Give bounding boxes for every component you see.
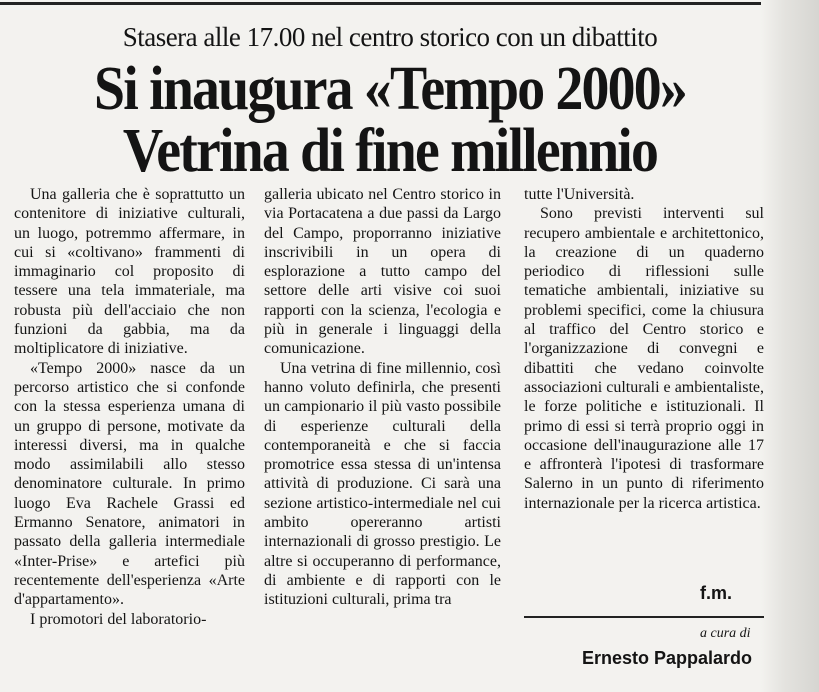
paragraph: Una galleria che è soprattutto un contenitore di iniziative culturali, un luogo, potremmo affermare, in cui si «coltivano» frammenti di immaginario col proposito di tessere una tela immateriale, ma robusta più dell'acciaio che non funzioni da gabbia, ma da moltiplicatore di iniziative. [14, 186, 245, 358]
credit-rule [524, 616, 764, 618]
column-3 [524, 185, 764, 513]
paragraph: galleria ubicato nel Centro storico in via Portacatena a due passi da Largo del Campo, proporranno iniziative inscrivibili in un opera di esplorazione a tutto campo del settore delle arti visive coi suoi rapporti con la scienza, l'ecologia e più in generale i linguaggi della comunicazione. [264, 186, 501, 358]
author-initials: f.m. [700, 583, 733, 603]
credit-label: a cura di [700, 626, 751, 641]
headline-line-1: Si inaugura «Tempo 2000» [94, 55, 686, 123]
paragraph: Sono previsti interventi sul recupero ambientale e architettonico, la creazione di un quaderno periodico di riflessioni sulle tematiche ambientali, iniziative su problemi specifici, come la chiusura al traffico del Centro storico e l'organizzazione di convegni e dibattiti che vedano coinvolte associazioni culturali e ambientaliste, le forze politiche e istituzionali. Il primo di essi si terrà proprio oggi in occasione dell'inaugurazione alle 17 e affronterà l'ipotesi di trasformare Salerno in un punto di riferimento internazionale per la ricerca artistica. [524, 205, 764, 512]
paragraph: tutte l'Università. [524, 186, 635, 203]
column-1 [14, 185, 245, 629]
kicker: Stasera alle 17.00 nel centro storico con un dibattito [122, 22, 658, 52]
top-rule [0, 2, 819, 5]
paragraph: «Tempo 2000» nasce da un percorso artistico che si confonde con la stessa esperienza umana di un gruppo di persone, motivate da interessi diversi, ma in qualche modo assimilabili allo stesso denominatore culturale. In primo luogo Eva Rachele Grassi ed Ermanno Senatore, animatori in passato della galleria intermediale «Inter-Prise» e artefici più recentemente dell'esperienza «Arte d'appartamento». [14, 359, 245, 609]
paragraph: I promotori del laboratorio- [30, 610, 207, 628]
column-2 [264, 185, 501, 610]
adjacent-page-edge [761, 0, 819, 692]
paragraph: Una vetrina di fine millennio, così hanno voluto definirla, che presenti un campionario il più vasto possibile di esperienze culturali della contemporaneità e che si faccia promotrice essa stessa di un'intensa attività di produzione. Ci sarà una sezione artistico-intermediale nel cui ambito opereranno artisti internazionali di grosso prestigio. Le altre si occuperanno di performance, di ambiente e di rapporti con le istituzioni culturali, prima tra [264, 359, 501, 609]
headline-line-2: Vetrina di fine millennio [122, 117, 658, 185]
credit-name: Ernesto Pappalardo [582, 648, 753, 668]
